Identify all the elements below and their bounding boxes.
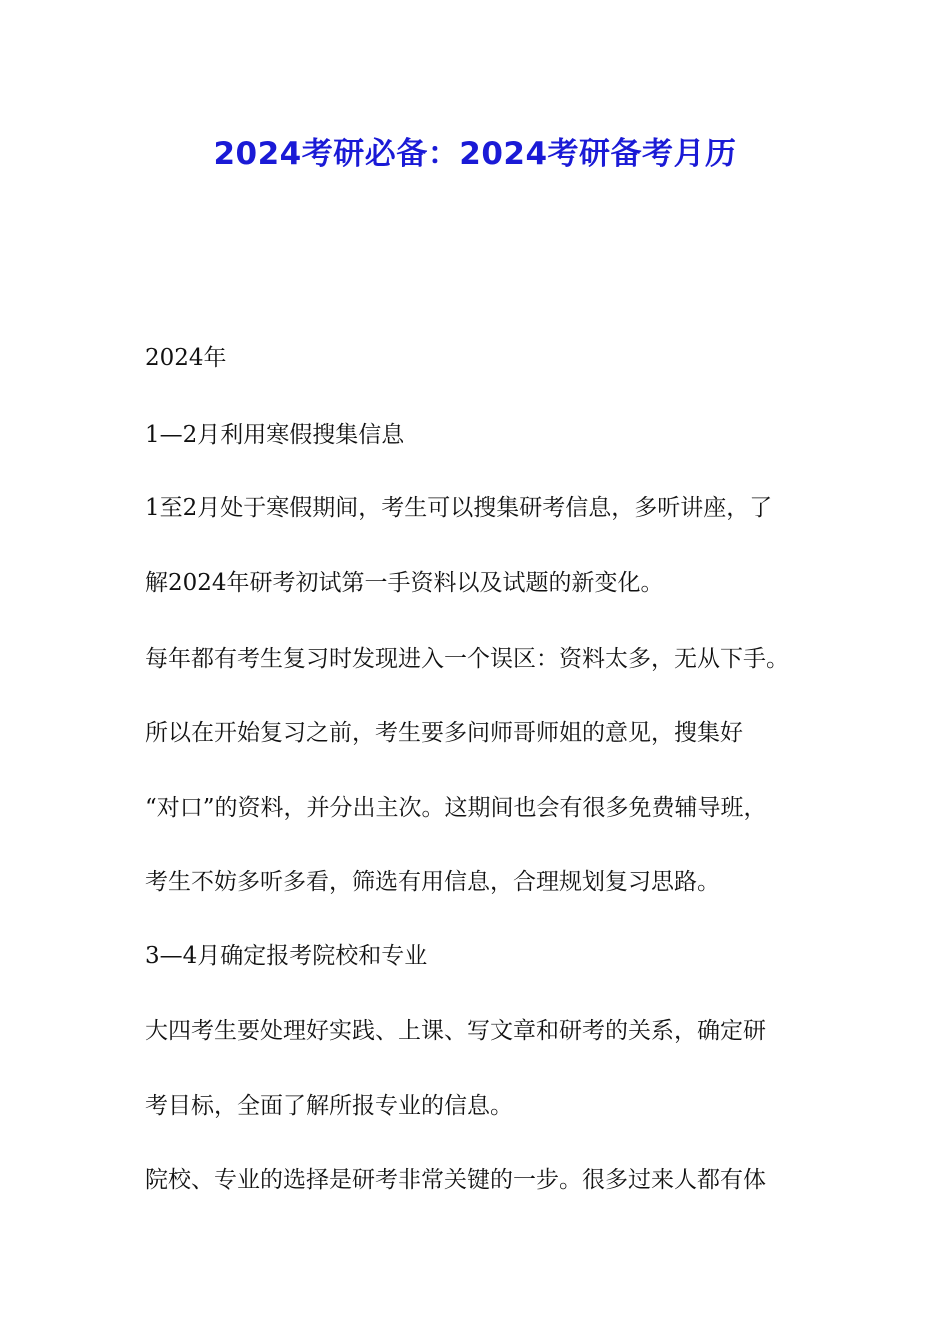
body-line: 每年都有考生复习时发现进入一个误区：资料太多，无从下手。 [145,646,789,672]
section-heading: 1—2月利用寒假搜集信息 [145,422,405,448]
body-line: 院校、专业的选择是研考非常关键的一步。很多过来人都有体 [145,1167,766,1193]
body-line: 解2024年研考初试第一手资料以及试题的新变化。 [145,570,664,596]
body-line: 考生不妨多听多看，筛选有用信息，合理规划复习思路。 [145,869,720,895]
body-line: 所以在开始复习之前，考生要多问师哥师姐的意见，搜集好 [145,720,743,746]
body-line: “对口”的资料，并分出主次。这期间也会有很多免费辅导班， [145,795,767,821]
document-title: 2024考研必备：2024考研备考月历 [213,136,737,172]
body-line: 大四考生要处理好实践、上课、写文章和研考的关系，确定研 [145,1018,766,1044]
section-heading: 3—4月确定报考院校和专业 [145,943,428,969]
body-line: 考目标，全面了解所报专业的信息。 [145,1093,513,1119]
body-line: 1至2月处于寒假期间，考生可以搜集研考信息，多听讲座，了 [145,495,773,521]
body-line: 2024年 [145,345,227,371]
